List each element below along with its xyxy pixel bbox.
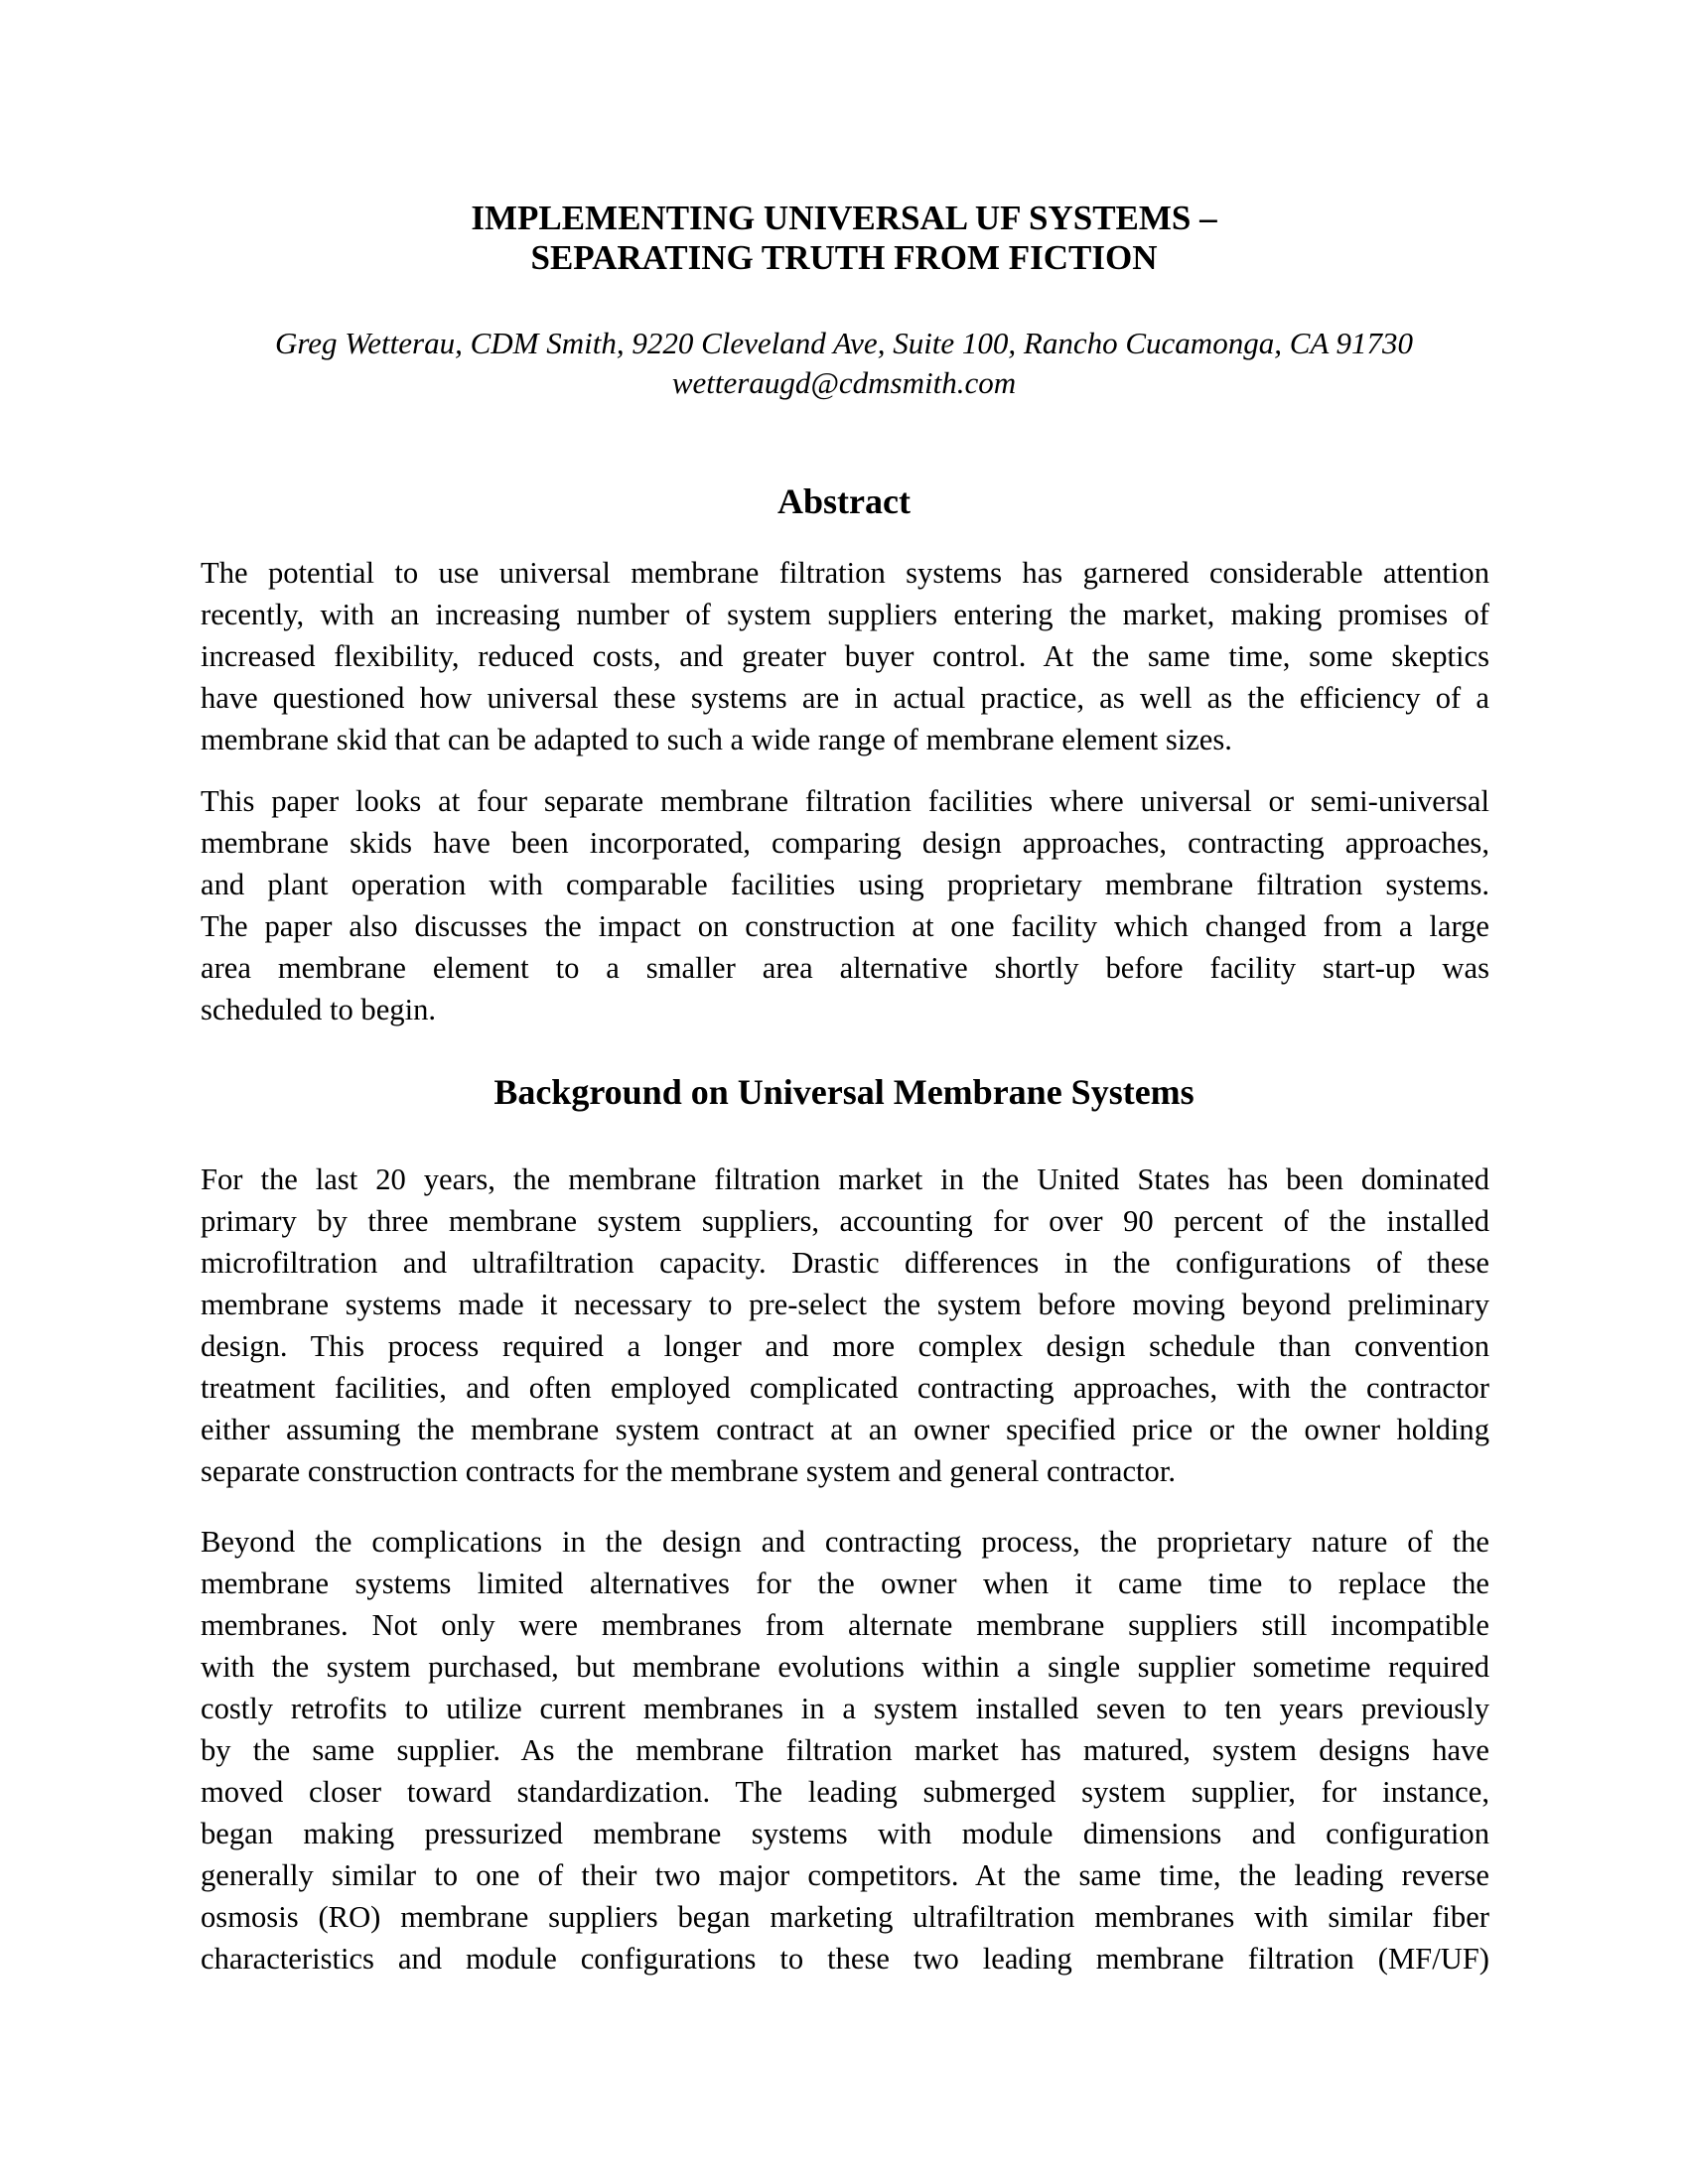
text-line: and plant operation with comparable facilities using proprietary membrane filtration systems. bbox=[201, 868, 1489, 901]
background-paragraph-2 bbox=[201, 1521, 1489, 1979]
section-heading-abstract: Abstract bbox=[777, 481, 911, 521]
text-line: generally similar to one of their two major competitors. At the same time, the leading reverse bbox=[201, 1858, 1489, 1892]
abstract-paragraph-2 bbox=[201, 780, 1489, 1030]
text-line: treatment facilities, and often employed complicated contracting approaches, with the contractor bbox=[201, 1371, 1489, 1405]
author-affiliation: Greg Wetterau, CDM Smith, 9220 Cleveland Ave, Suite 100, Rancho Cucamonga, CA 91730 bbox=[274, 326, 1414, 360]
text-line: increased flexibility, reduced costs, and greater buyer control. At the same time, some skeptics bbox=[201, 639, 1489, 673]
text-line: This paper looks at four separate membrane filtration facilities where universal or semi-universal bbox=[201, 784, 1489, 818]
text-line: scheduled to begin. bbox=[201, 993, 437, 1026]
paper-title-line-2: SEPARATING TRUTH FROM FICTION bbox=[530, 238, 1158, 277]
text-line: moved closer toward standardization. The leading submerged system supplier, for instance, bbox=[201, 1775, 1489, 1809]
text-line: area membrane element to a smaller area alternative shortly before facility start-up was bbox=[201, 951, 1489, 985]
text-line: by the same supplier. As the membrane filtration market has matured, system designs have bbox=[201, 1733, 1489, 1767]
text-line: membrane systems limited alternatives for the owner when it came time to replace the bbox=[201, 1567, 1489, 1600]
background-paragraph-1 bbox=[201, 1159, 1489, 1492]
text-line: membrane systems made it necessary to pre-select the system before moving beyond preliminary bbox=[201, 1288, 1489, 1321]
text-line: membrane skid that can be adapted to such a wide range of membrane element sizes. bbox=[201, 723, 1232, 756]
author-email: wetteraugd@cdmsmith.com bbox=[671, 365, 1017, 400]
text-line: osmosis (RO) membrane suppliers began marketing ultrafiltration membranes with similar fiber bbox=[201, 1900, 1489, 1934]
text-line: primary by three membrane system suppliers, accounting for over 90 percent of the installed bbox=[201, 1204, 1489, 1238]
text-line: design. This process required a longer and more complex design schedule than convention bbox=[201, 1329, 1489, 1363]
text-line: membrane skids have been incorporated, comparing design approaches, contracting approaches, bbox=[201, 826, 1489, 860]
text-line: The paper also discusses the impact on construction at one facility which changed from a large bbox=[201, 909, 1489, 943]
text-line: membranes. Not only were membranes from alternate membrane suppliers still incompatible bbox=[201, 1608, 1489, 1642]
section-heading-background: Background on Universal Membrane Systems bbox=[493, 1072, 1195, 1112]
abstract-paragraph-1 bbox=[201, 552, 1489, 760]
text-line: Beyond the complications in the design and contracting process, the proprietary nature of the bbox=[201, 1525, 1489, 1559]
paper-title bbox=[199, 199, 1489, 278]
paper-title-line-1: IMPLEMENTING UNIVERSAL UF SYSTEMS – bbox=[471, 199, 1217, 237]
text-line: with the system purchased, but membrane evolutions within a single supplier sometime required bbox=[201, 1650, 1489, 1684]
text-line: For the last 20 years, the membrane filtration market in the United States has been dominated bbox=[201, 1162, 1489, 1196]
text-line: characteristics and module configurations to these two leading membrane filtration (MF/UF) bbox=[201, 1942, 1489, 1976]
text-line: either assuming the membrane system contract at an owner specified price or the owner holding bbox=[201, 1413, 1489, 1446]
text-line: separate construction contracts for the membrane system and general contractor. bbox=[201, 1454, 1177, 1488]
author-block bbox=[199, 324, 1489, 403]
text-line: The potential to use universal membrane filtration systems has garnered considerable attention bbox=[201, 556, 1489, 590]
text-line: microfiltration and ultrafiltration capacity. Drastic differences in the configurations of these bbox=[201, 1246, 1489, 1280]
text-line: have questioned how universal these systems are in actual practice, as well as the efficiency of a bbox=[201, 681, 1489, 715]
text-line: recently, with an increasing number of system suppliers entering the market, making promises of bbox=[201, 598, 1489, 631]
text-line: began making pressurized membrane systems with module dimensions and configuration bbox=[201, 1817, 1489, 1850]
text-line: costly retrofits to utilize current membranes in a system installed seven to ten years previously bbox=[201, 1692, 1489, 1725]
